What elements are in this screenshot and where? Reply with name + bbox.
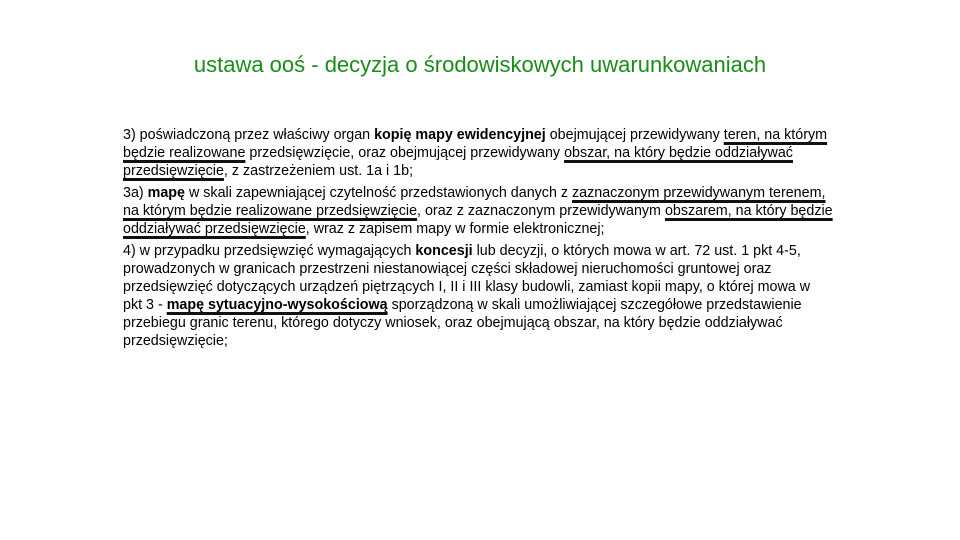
text-segment: , z zastrzeżeniem ust. 1a i 1b; [223, 163, 414, 179]
underlined-text: obszar, na który będzie oddziaływać przedsięwzięcie [123, 145, 793, 179]
underlined-text: zaznaczonym przewidywanym terenem, na którym będzie realizowane przedsięwzięcie [123, 185, 826, 219]
text-segment: lub decyzji, o których mowa w art. 72 ust. 1 pkt 4-5, prowadzonych w granicach przestrzeni niestanowiącej części składowej nieruchomości gruntowej oraz przedsięwzięć dotyczących urządzeń piętrzących I, II i III klasy budowli, zamiast kopii mapy, o której mowa w pkt 3 - [123, 243, 811, 313]
text-segment: 3) poświadczoną przez właściwy organ [123, 127, 375, 143]
underlined-text: obszarem, na który będzie oddziaływać przedsięwzięcie [123, 203, 833, 237]
text-segment: , oraz z zaznaczonym przewidywanym [417, 203, 665, 219]
text-segment: , wraz z zapisem mapy w formie elektronicznej; [305, 221, 605, 237]
bold-text: koncesji [415, 243, 473, 259]
bold-underlined-text: mapę sytuacyjno-wysokościową [166, 297, 388, 313]
text-segment: sporządzoną w skali umożliwiającej szczegółowe przedstawienie przebiegu granic terenu, którego dotyczy wniosek, oraz obejmującą obszar, na który będzie oddziaływać przedsięwzięcie; [123, 297, 802, 349]
text-segment: 4) w przypadku przedsięwzięć wymagających [123, 243, 416, 259]
bold-text: kopię mapy ewidencyjnej [374, 127, 546, 143]
text-segment: w skali zapewniającej czytelność przedstawionych danych z [185, 185, 572, 201]
text-segment: przedsięwzięcie, oraz obejmującej przewidywany [245, 145, 565, 161]
document-body [123, 126, 833, 354]
text-segment: obejmującej przewidywany [545, 127, 724, 143]
paragraph-point-3a [123, 184, 833, 238]
page-title: ustawa ooś - decyzja o środowiskowych uwarunkowaniach [193, 52, 767, 77]
text-segment: 3a) [123, 185, 148, 201]
underlined-text: teren, na którym będzie realizowane [123, 127, 828, 161]
paragraph-point-3 [123, 126, 833, 180]
bold-text: mapę [147, 185, 185, 201]
paragraph-point-4 [123, 242, 833, 350]
